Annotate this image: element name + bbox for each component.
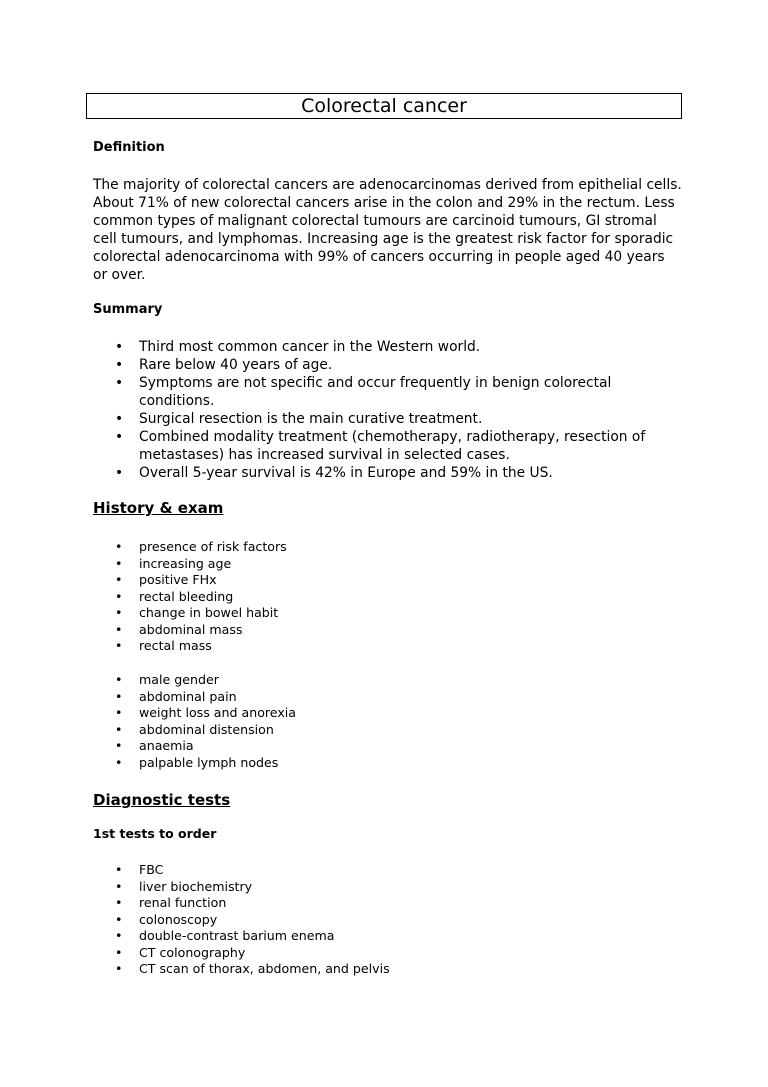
list-item: • Rare below 40 years of age. [93, 356, 653, 374]
history-exam-heading: History & exam [93, 499, 224, 517]
list-item: • Third most common cancer in the Western world. [93, 338, 653, 356]
first-tests-subheading: 1st tests to order [93, 826, 217, 841]
list-item: • positive FHx [93, 572, 653, 589]
list-item: • CT scan of thorax, abdomen, and pelvis [93, 961, 653, 978]
list-item: • liver biochemistry [93, 879, 653, 896]
list-item: • Overall 5-year survival is 42% in Europe and 59% in the US. [93, 464, 653, 482]
definition-text: The majority of colorectal cancers are adenocarcinomas derived from epithelial cells. About 71% of new colorectal cancers arise in the colon and 29% in the rectum. Less common types of malignant colorectal tumours are carcinoid tumours, GI stromal cell tumours, and lymphomas. Increasing age is the greatest risk factor for sporadic colorectal adenocarcinoma with 99% of cancers occurring in people aged 40 years or over. [93, 177, 682, 283]
diagnostic-list [93, 862, 653, 978]
list-item: • FBC [93, 862, 653, 879]
list-item: • abdominal distension [93, 722, 653, 739]
list-item: • anaemia [93, 738, 653, 755]
definition-heading: Definition [93, 140, 165, 155]
list-item: • male gender [93, 672, 653, 689]
list-item: • renal function [93, 895, 653, 912]
list-item: • Symptoms are not specific and occur frequently in benign colorectal conditions. [93, 374, 653, 410]
list-item: • Combined modality treatment (chemotherapy, radiotherapy, resection of metastases) has increased survival in selected cases. [93, 428, 653, 464]
history-list-1 [93, 539, 653, 655]
summary-heading: Summary [93, 302, 163, 317]
list-item: • CT colonography [93, 945, 653, 962]
list-item: • weight loss and anorexia [93, 705, 653, 722]
history-list-2 [93, 672, 653, 771]
list-item: • palpable lymph nodes [93, 755, 653, 772]
list-item: • increasing age [93, 556, 653, 573]
list-item: • rectal bleeding [93, 589, 653, 606]
list-item: • change in bowel habit [93, 605, 653, 622]
list-item: • abdominal mass [93, 622, 653, 639]
list-item: • presence of risk factors [93, 539, 653, 556]
list-item: • abdominal pain [93, 689, 653, 706]
list-item: • colonoscopy [93, 912, 653, 929]
summary-list [93, 338, 653, 482]
diagnostic-tests-heading: Diagnostic tests [93, 791, 231, 809]
list-item: • rectal mass [93, 638, 653, 655]
list-item: • double-contrast barium enema [93, 928, 653, 945]
list-item: • Surgical resection is the main curative treatment. [93, 410, 653, 428]
document-title: Colorectal cancer [86, 93, 682, 119]
